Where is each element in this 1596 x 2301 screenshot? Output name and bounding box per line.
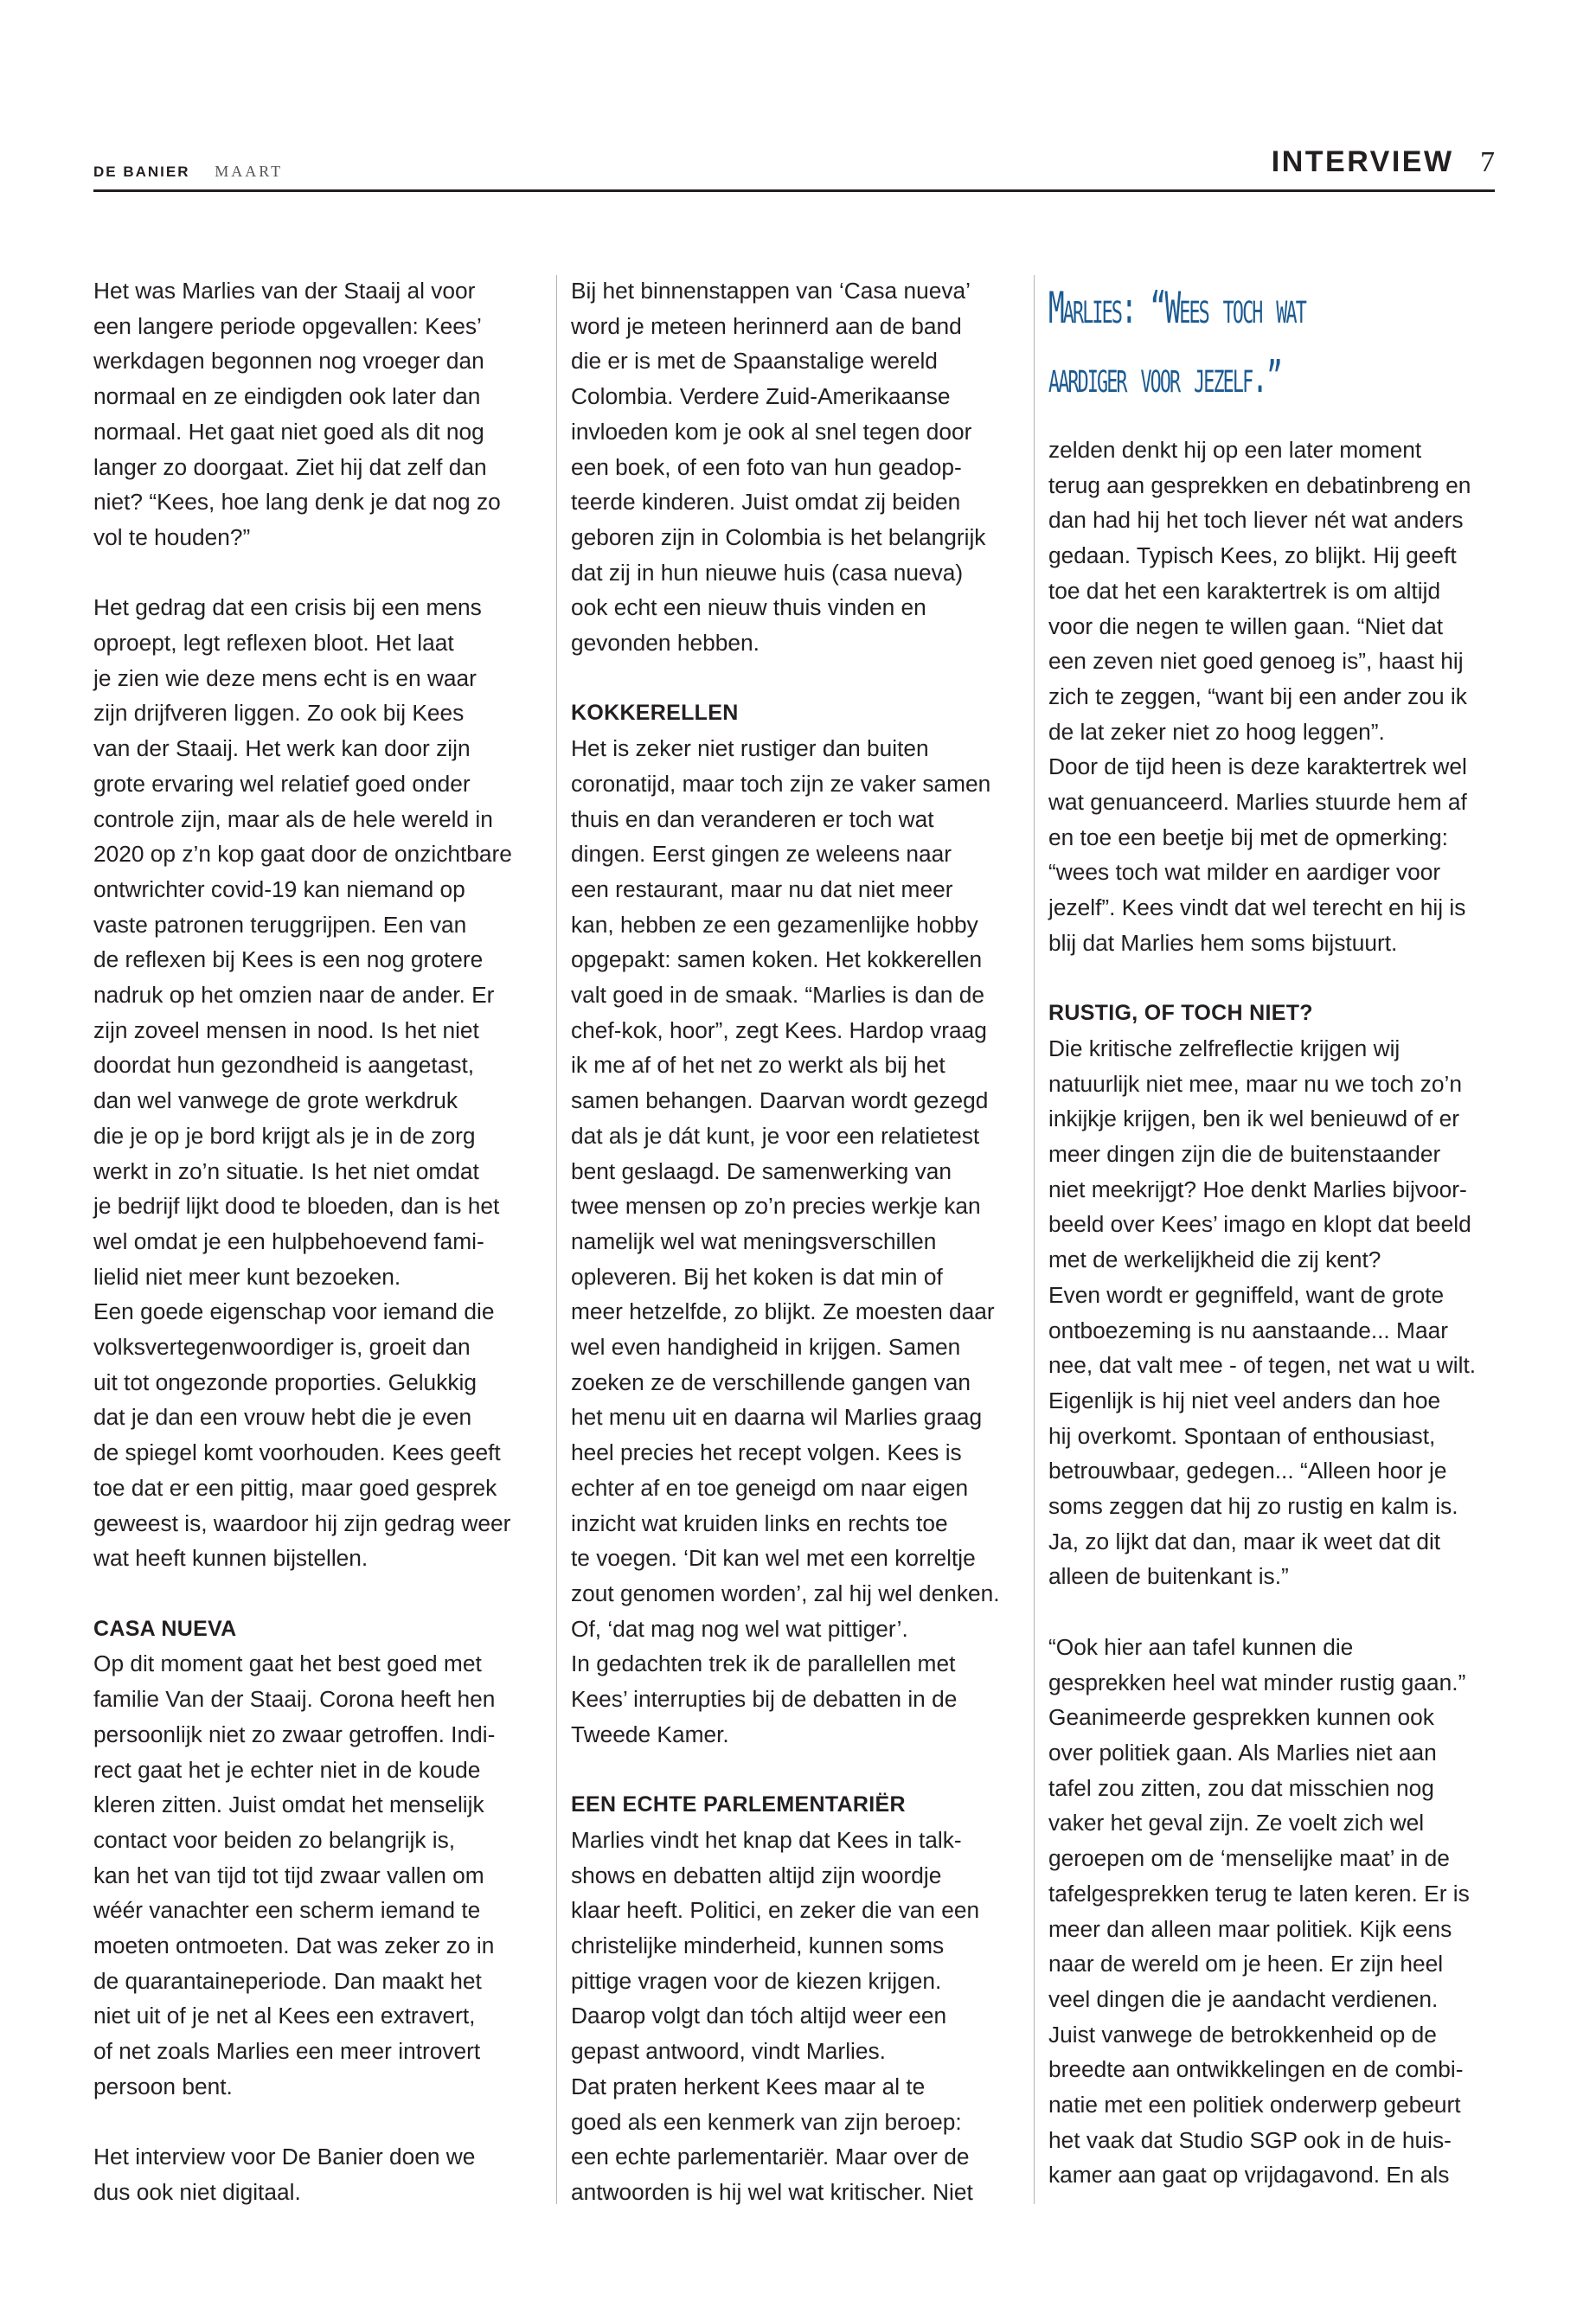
paragraph: Bij het binnenstappen van ‘Casa nueva’ word je meteen herinnerd aan de band die er is met de Spaanstalige wereld Colombia. Verdere Zuid-Amerikaanse invloeden kom je ook al snel tegen door een boek, of een foto van hun geadop- teerde kinderen. Juist omdat zij beiden geboren zijn in Colombia is het belangrijk dat zij in hun nieuwe huis (casa nueva) ook echt een nieuw thuis vinden en gevonden hebben. [571,278,986,657]
column-divider [556,275,557,2204]
pull-quote [1048,273,1498,433]
paragraph: “Ook hier aan tafel kunnen die gesprekken heel wat minder rustig gaan.” Geanimeerde gesprekken kunnen ook over politiek gaan. Als Marlies niet aan tafel zou zitten, zou dat misschien nog vaker het geval zijn. Ze voelt zich wel geroepen om de ‘menselijke maat’ in de tafelgesprekken terug te laten keren. Er is meer dan alleen maar politiek. Kijk eens naar de wereld om je heen. Er zijn heel veel dingen die je aandacht verdienen. Juist vanwege de betrokkenheid op de breedte aan ontwikkelingen en de combi- natie met een politiek onderwerp gebeurt het vaak dat Studio SGP ook in de huis- kamer aan gaat op vrijdagavond. En als [1048,1633,1470,2189]
article-column-2 [571,273,1021,2210]
subheading: RUSTIG, OF TOCH NIET? [1048,1001,1313,1026]
header-rule [93,189,1495,192]
subheading: EEN ECHTE PARLEMENTARIËR [571,1792,906,1817]
page-header [93,145,1495,195]
publication-name: DE BANIER [93,163,190,180]
pull-quote-line: Marlies: “Wees toch wat [1048,283,1305,333]
paragraph: zelden denkt hij op een later moment terug aan gesprekken en debatinbreng en dan had hij het toch liever nét wat anders gedaan. Typisch Kees, zo blijkt. Hij geeft toe dat het een karaktertrek is om altijd voor die negen te willen gaan. “Niet dat een zeven niet goed genoeg is”, haast hij zich te zeggen, “want bij een ander zou ik de lat zeker niet zo hoog leggen”. Door de tijd heen is deze karaktertrek wel wat genuanceerd. Marlies stuurde hem af en toe een beetje bij met de opmerking: “wees toch wat milder en aardiger voor jezelf”. Kees vindt dat wel terecht en hij is blij dat Marlies hem soms bijstuurt. [1048,437,1471,956]
subheading: KOKKERELLEN [571,701,739,726]
paragraph: Die kritische zelfreflectie krijgen wij natuurlijk niet mee, maar nu we toch zo’n inkijkje krijgen, ben ik wel benieuwd of er meer dingen zijn die de buitenstaander niet meekrijgt? Hoe denkt Marlies bijvoor- beeld over Kees’ imago en klopt dat beeld met de werkelijkheid die zij kent? Even wordt er gegniffeld, want de grote ontboezeming is nu aanstaande... Maar nee, dat valt mee - of tegen, net wat u wilt. Eigenlijk is hij niet veel anders dan hoe hij overkomt. Spontaan of enthousiast, betrouwbaar, gedegen... “Alleen hoor je soms zeggen dat hij zo rustig en kalm is. Ja, zo lijkt dat dan, maar ik weet dat dit alleen de buitenkant is.” [1048,1035,1477,1590]
paragraph: Het was Marlies van der Staaij al voor een langere periode opgevallen: Kees’ werkdagen begonnen nog vroeger dan normaal en ze eindigden ook later dan normaal. Het gaat niet goed als dit nog langer zo doorgaat. Ziet hij dat zelf dan niet? “Kees, hoe lang denk je dat nog zo vol te houden?” [93,278,501,550]
issue-month: MAART [215,163,284,180]
page-number: 7 [1480,146,1495,178]
section-title: INTERVIEW [1271,145,1454,178]
running-head-left [93,163,283,181]
paragraph: Het interview voor De Banier doen we dus ook niet digitaal. [93,2144,476,2205]
running-head-right [1272,145,1495,179]
article-column-3 [1048,273,1498,2193]
paragraph: Marlies vindt het knap dat Kees in talk- shows en debatten altijd zijn woordje klaar heeft. Politici, en zeker die van een christelijke minderheid, kunnen soms pittige vragen voor de kiezen krijgen. Daarop volgt dan tóch altijd weer een gepast antwoord, vindt Marlies. Dat praten herkent Kees maar al te goed als een kenmerk van zijn beroep: een echte parlementariër. Maar over de antwoorden is hij wel wat kritischer. Niet [571,1826,980,2205]
pull-quote-line: aardiger voor jezelf.” [1048,352,1281,402]
paragraph: Het gedrag dat een crisis bij een mens oproept, legt reflexen bloot. Het laat je zien wie deze mens echt is en waar zijn drijfveren liggen. Zo ook bij Kees van der Staaij. Het werk kan door zijn grote ervaring wel relatief goed onder controle zijn, maar als de hele wereld in 2020 op z’n kop gaat door de onzichtbare ontwrichter covid-19 kan niemand op vaste patronen teruggrijpen. Een van de reflexen bij Kees is een nog grotere nadruk op het omzien naar de ander. Er zijn zoveel mensen in nood. Is het niet doordat hun gezondheid is aangetast, dan wel vanwege de grote werkdruk die je op je bord krijgt als je in de zorg werkt in zo’n situatie. Is het niet omdat je bedrijf lijkt dood te bloeden, dan is het wel omdat je een hulpbehoevend fami- lielid niet meer kunt bezoeken. Een goede eigenschap voor iemand die volksvertegenwoordiger is, groeit dan uit tot ongezonde proporties. Gelukkig dat je dan een vrouw hebt die je even de spiegel komt voorhouden. Kees geeft toe dat er een pittig, maar goed gesprek geweest is, waardoor hij zijn gedrag weer wat heeft kunnen bijstellen. [93,594,512,1572]
paragraph: Op dit moment gaat het best goed met familie Van der Staaij. Corona heeft hen persoonlijk niet zo zwaar getroffen. Indi- rect gaat het je echter niet in de koude kleren zitten. Juist omdat het menselijk contact voor beiden zo belangrijk is, kan het van tijd tot tijd zwaar vallen om wéér vanachter een scherm iemand te moeten ontmoeten. Dat was zeker zo in de quarantaineperiode. Dan maakt het niet uit of je net al Kees een extravert, of net zoals Marlies een meer introvert persoon bent. [93,1650,496,2099]
subheading: CASA NUEVA [93,1616,237,1641]
column-divider [1034,275,1035,2204]
paragraph: Het is zeker niet rustiger dan buiten coronatijd, maar toch zijn ze vaker samen thuis en dan veranderen er toch wat dingen. Eerst gingen ze weleens naar een restaurant, maar nu dat niet meer kan, hebben ze een gezamenlijke hobby opgepakt: samen koken. Het kokkerellen valt goed in de smaak. “Marlies is dan de chef-kok, hoor”, zegt Kees. Hardop vraag ik me af of het net zo werkt als bij het samen behangen. Daarvan wordt gezegd dat als je dát kunt, je voor een relatietest bent geslaagd. De samenwerking van twee mensen op zo’n precies werkje kan namelijk wel wat meningsverschillen opleveren. Bij het koken is dat min of meer hetzelfde, zo blijkt. Ze moesten daar wel even handigheid in krijgen. Samen zoeken ze de verschillende gangen van het menu uit en daarna wil Marlies graag heel precies het recept volgen. Kees is echter af en toe geneigd om naar eigen inzicht wat kruiden links en rechts toe te voegen. ‘Dit kan wel met een korreltje zout genomen worden’, zal hij wel denken. Of, ‘dat mag nog wel wat pittiger’. In gedachten trek ik de parallellen met Kees’ interrupties bij de debatten in de Tweede Kamer. [571,735,1000,1747]
article-column-1 [93,273,543,2210]
